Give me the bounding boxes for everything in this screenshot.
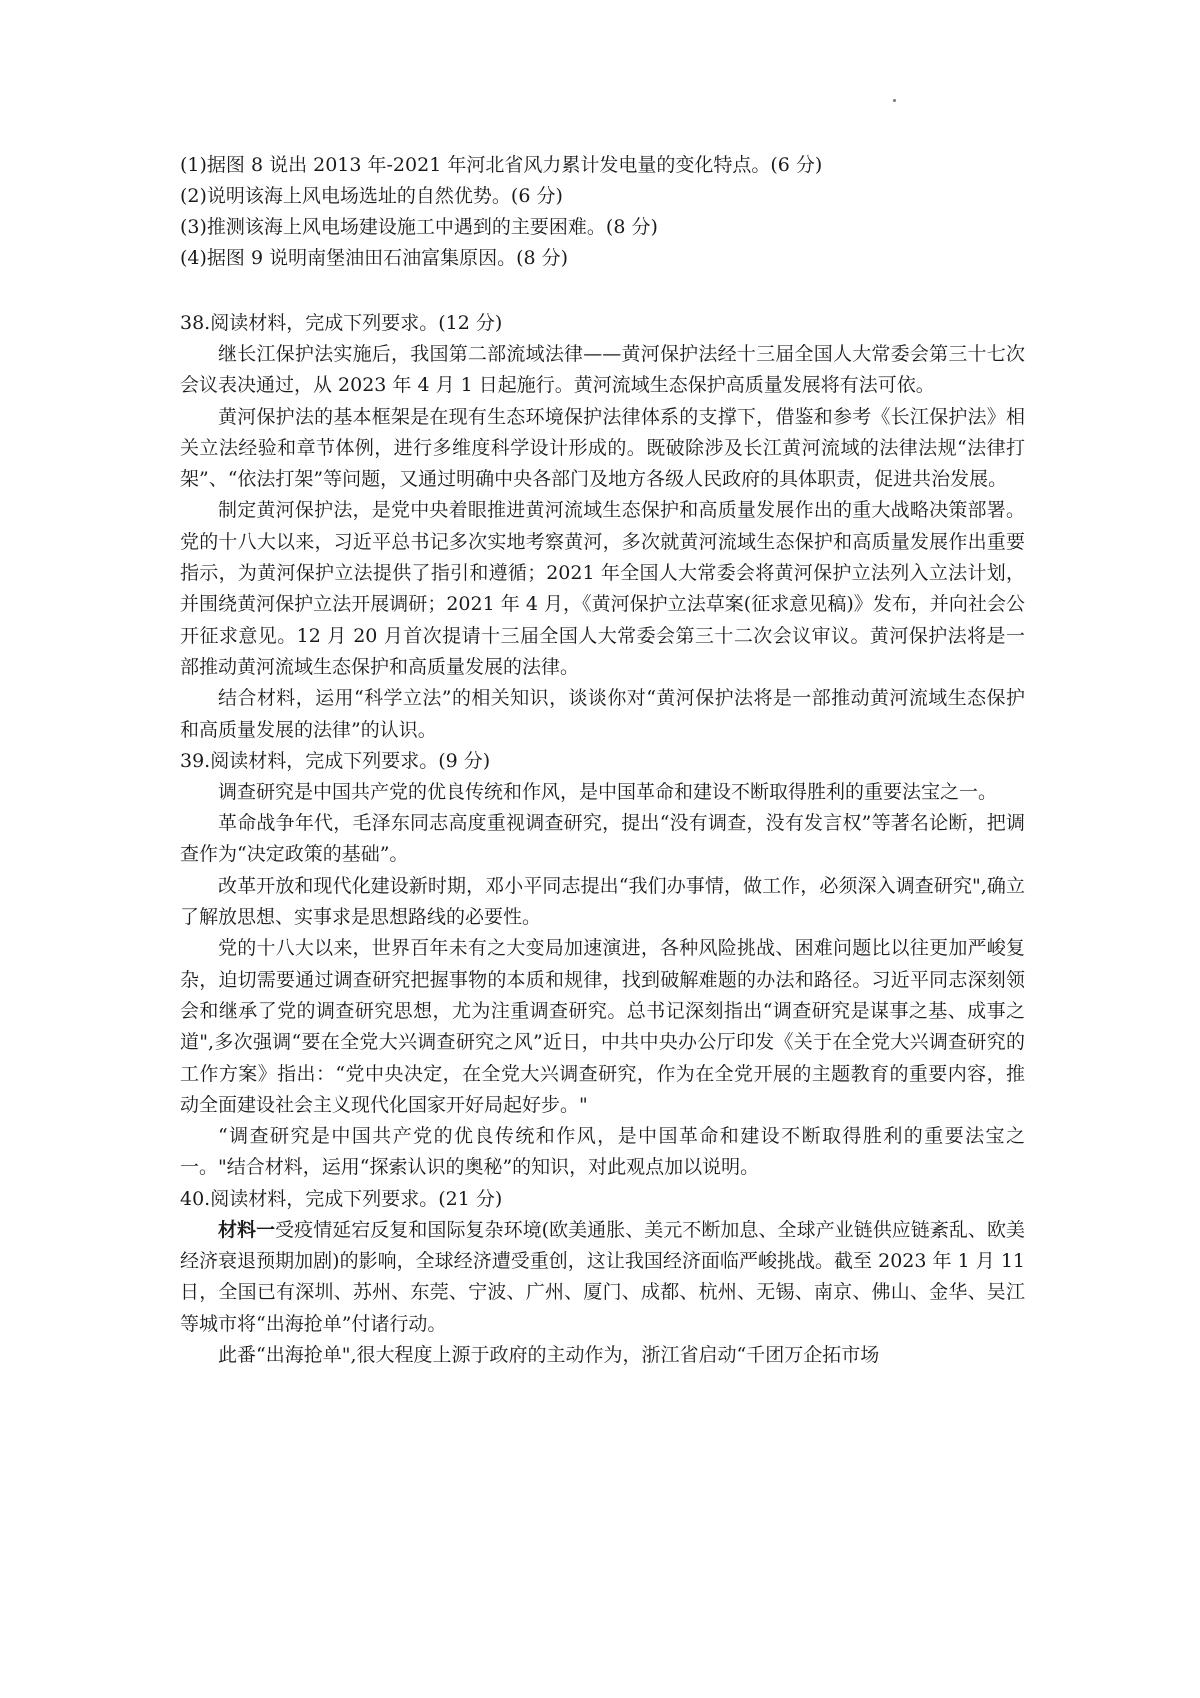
question-38-paragraph-1: 继长江保护法实施后，我国第二部流域法律——黄河保护法经十三届全国人大常委会第三十七次会议表决通过，从 2023 年 4 月 1 日起施行。黄河流域生态保护高质量发展将有法可依。 [180,343,1025,397]
question-39-paragraph-4: 党的十八大以来，世界百年未有之大变局加速演进，各种风险挑战、困难问题比以往更加严峻复杂，迫切需要通过调查研究把握事物的本质和规律，找到破解难题的办法和路径。习近平同志深刻领会和继承了党的调查研究思想，尤为注重调查研究。总书记深刻指出“调查研究是谋事之基、成事之道",多次强调“要在全党大兴调查研究之风”近日，中共中央办公厅印发《关于在全党大兴调查研究的工作方案》指出：“党中央决定，在全党大兴调查研究，作为在全党开展的主题教育的重要内容，推动全面建设社会主义现代化国家开好局起好步。" [180,937,1025,1116]
previous-question-subparts [180,150,1025,274]
subquestion-1: (1)据图 8 说出 2013 年-2021 年河北省风力累计发电量的变化特点。(6 分) [180,154,823,176]
question-39-prompt: “调查研究是中国共产党的优良传统和作风，是中国革命和建设不断取得胜利的重要法宝之一。"结合材料，运用“探索认识的奥秘”的知识，对此观点加以说明。 [180,1125,1025,1179]
question-40-material-1 [180,1215,1025,1340]
subquestion-2: (2)说明该海上风电场选址的自然优势。(6 分) [180,185,563,207]
material-1-text: 受疫情延宕反复和国际复杂环境(欧美通胀、美元不断加息、全球产业链供应链紊乱、欧美经济衰退预期加剧)的影响，全球经济遭受重创，这让我国经济面临严峻挑战。截至 2023 年 1 月 11 日，全国已有深圳、苏州、东莞、宁波、广州、厦门、成都、杭州、无锡、南京、佛山、金华、吴江等城市将“出海抢单”付诸行动。 [180,1218,1025,1335]
question-40-heading: 40.阅读材料，完成下列要求。(21 分) [180,1187,503,1210]
subquestion-3: (3)推测该海上风电场建设施工中遇到的主要困难。(8 分) [180,216,658,238]
page-speck [893,99,896,102]
material-label: 材料一 [218,1218,276,1241]
question-39 [180,746,1025,1184]
question-39-heading: 39.阅读材料，完成下列要求。(9 分) [180,749,491,772]
question-40 [180,1184,1025,1371]
question-38-heading: 38.阅读材料，完成下列要求。(12 分) [180,312,503,334]
question-38-paragraph-3: 制定黄河保护法，是党中央着眼推进黄河流域生态保护和高质量发展作出的重大战略决策部署。党的十八大以来，习近平总书记多次实地考察黄河，多次就黄河流域生态保护和高质量发展作出重要指示，为黄河保护立法提供了指引和遵循；2021 年全国人大常委会将黄河保护立法列入立法计划，并围绕黄河保护立法开展调研；2021 年 4 月，《黄河保护立法草案(征求意见稿)》发布，并向社会公开征求意见。12 月 20 月首次提请十三届全国人大常委会第三十二次会议审议。黄河保护法将是一部推动黄河流域生态保护和高质量发展的法律。 [180,499,1025,678]
question-39-paragraph-1: 调查研究是中国共产党的优良传统和作风，是中国革命和建设不断取得胜利的重要法宝之一。 [218,780,998,803]
question-38 [180,308,1025,746]
question-40-paragraph-2: 此番“出海抢单",很大程度上源于政府的主动作为，浙江省启动“千团万企拓市场 [218,1343,880,1366]
question-39-paragraph-3: 改革开放和现代化建设新时期，邓小平同志提出“我们办事情，做工作，必须深入调查研究",确立了解放思想、实事求是思想路线的必要性。 [180,874,1025,929]
subquestion-4: (4)据图 9 说明南堡油田石油富集原因。(8 分) [180,247,569,269]
question-38-paragraph-2: 黄河保护法的基本框架是在现有生态环境保护法律体系的支撑下，借鉴和参考《长江保护法》相关立法经验和章节体例，进行多维度科学设计形成的。既破除涉及长江黄河流域的法律法规“法律打架”、“依法打架”等问题，又通过明确中央各部门及地方各级人民政府的具体职责，促进共治发展。 [180,405,1025,491]
question-39-paragraph-2: 革命战争年代，毛泽东同志高度重视调查研究，提出“没有调查，没有发言权”等著名论断，把调查作为“决定政策的基础”。 [180,812,1025,866]
question-38-prompt: 结合材料，运用“科学立法”的相关知识，谈谈你对“黄河保护法将是一部推动黄河流域生态保护和高质量发展的法律”的认识。 [180,687,1025,741]
page-content [180,150,1025,1371]
